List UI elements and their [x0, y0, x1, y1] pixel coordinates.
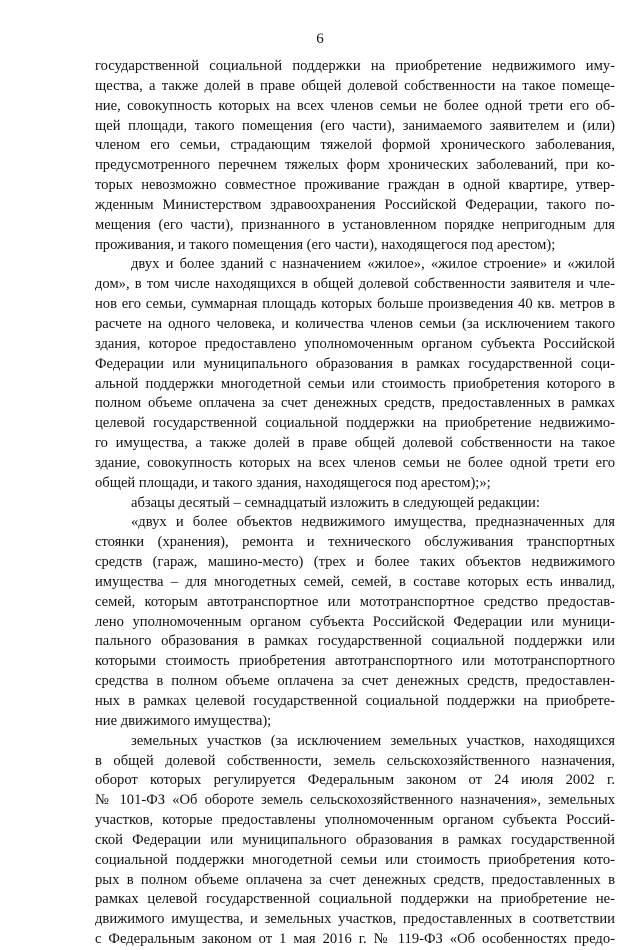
- text-line: участков, которые предоставлены уполномоченным органом субъекта Россий-: [95, 812, 615, 829]
- text-line: стоянки (хранения), ремонта и технического обслуживания транспортных: [95, 534, 615, 551]
- page-number: 6: [316, 31, 324, 47]
- text-line: мещения (его части), признанного в установленном порядке непригодным для: [95, 216, 615, 233]
- text-line: ных в рамках целевой государственной социальной поддержки на приобрете-: [95, 693, 615, 709]
- text-line: проживания, и такого помещения (его части), находящегося под арестом);: [95, 236, 556, 253]
- text-line: движимого имущества, и земельных участков, предоставленных в соответствии: [95, 911, 615, 928]
- text-line: альной поддержки многодетной семьи или стоимость приобретения которого в: [95, 375, 615, 392]
- text-line: абзацы десятый – семнадцатый изложить в следующей редакции:: [131, 494, 540, 511]
- text-line: средства в полном объеме оплачена за счет денежных средств, предоставлен-: [95, 673, 615, 690]
- text-line: предусмотренного перечнем тяжелых форм хронических заболеваний, при ко-: [95, 157, 615, 174]
- text-line: щества, а также долей в праве общей долевой собственности на такое помеще-: [95, 77, 615, 94]
- body-text: [95, 57, 615, 950]
- text-line: с Федеральным законом от 1 мая 2016 г. № 119-ФЗ «Об особенностях предо-: [95, 931, 615, 948]
- text-line: щей площади, такого помещения (его части), занимаемого заявителем и (или): [95, 117, 615, 134]
- text-line: рамках целевой государственной социальной поддержки на приобретение не-: [95, 891, 615, 908]
- text-line: пального образования в рамках государственной социальной поддержки или: [95, 633, 615, 650]
- text-line: социальной поддержки многодетной семьи или стоимость приобретения кото-: [95, 851, 615, 868]
- text-line: № 101-ФЗ «Об обороте земель сельскохозяйственного назначения», земельных: [95, 792, 615, 809]
- text-line: го имущества, а также долей в праве общей долевой собственности на такое: [95, 435, 615, 452]
- text-line: которыми стоимость приобретения автотранспортного или мототранспортного: [95, 653, 615, 670]
- text-line: имущества – для многодетных семей, семей, в составе которых есть инвалид,: [95, 573, 615, 590]
- text-line: полном объеме оплачена за счет денежных средств, предоставленных в рамках: [95, 395, 615, 412]
- text-line: ние, совокупность которых на всех членов семьи не более одной трети его об-: [95, 97, 615, 114]
- text-line: семей, которым автотранспортное или мототранспортное средство предостав-: [95, 593, 615, 610]
- text-line: целевой государственной социальной поддержки на приобретение недвижимо-: [95, 415, 615, 432]
- text-line: здания, которое предоставлено уполномоченным органом субъекта Российской: [95, 335, 615, 352]
- text-line: жденным Министерством здравоохранения Российской Федерации, такого по-: [95, 196, 615, 213]
- text-line: ской Федерации или муниципального образования в рамках государственной: [95, 831, 615, 848]
- text-line: лено уполномоченным органом субъекта Российской Федерации или муници-: [95, 613, 615, 630]
- text-line: в общей долевой собственности, земель сельскохозяйственного назначения,: [95, 752, 615, 769]
- text-line: членом его семьи, страдающим тяжелой формой хронического заболевания,: [95, 137, 615, 154]
- text-line: здание, совокупность которых на всех членов семьи не более одной трети его: [95, 454, 615, 471]
- text-line: торых невозможно совместное проживание граждан в одной квартире, утвер-: [95, 177, 615, 194]
- text-line: земельных участков (за исключением земельных участков, находящихся: [131, 732, 615, 749]
- text-line: Федерации или муниципального образования в рамках государственной соци-: [95, 355, 615, 372]
- text-line: ние движимого имущества);: [95, 712, 272, 729]
- text-line: оборот которых регулируется Федеральным законом от 24 июля 2002 г.: [95, 772, 615, 789]
- text-line: государственной социальной поддержки на приобретение недвижимого иму-: [95, 58, 615, 74]
- text-line: дом», в том числе находящихся в общей долевой собственности заявителя и чле-: [95, 276, 615, 293]
- text-line: средств (гараж, машино-место) (трех и более таких объектов недвижимого: [95, 554, 615, 571]
- text-line: расчете на одного человека, и количества членов семьи (за исключением такого: [95, 315, 615, 332]
- text-line: общей площади, и такого здания, находящегося под арестом);»;: [95, 474, 491, 491]
- text-line: рых в полном объеме оплачена за счет денежных средств, предоставленных в: [95, 871, 615, 888]
- text-line: нов его семьи, суммарная площадь которых больше произведения 40 кв. метров в: [95, 296, 615, 313]
- text-line: «двух и более объектов недвижимого имущества, предназначенных для: [131, 514, 615, 531]
- text-line: двух и более зданий с назначением «жилое», «жилое строение» и «жилой: [131, 256, 615, 273]
